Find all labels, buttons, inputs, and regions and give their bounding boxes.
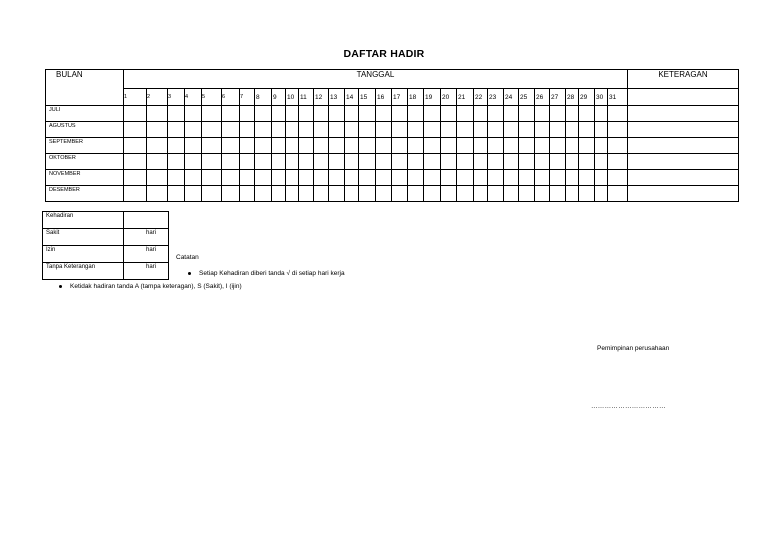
document-title: DAFTAR HADIR [343, 48, 425, 60]
attendance-cell [299, 138, 314, 154]
attendance-cell [566, 186, 579, 202]
attendance-cell [168, 138, 185, 154]
attendance-cell [329, 122, 345, 138]
attendance-cell [168, 186, 185, 202]
attendance-cell [566, 154, 579, 170]
day-number-cell: 9 [272, 89, 286, 106]
attendance-cell [168, 106, 185, 122]
attendance-header-row [46, 70, 739, 89]
attendance-cell [579, 154, 595, 170]
attendance-cell [222, 106, 240, 122]
attendance-cell [240, 154, 255, 170]
attendance-cell [550, 170, 566, 186]
attendance-cell [359, 154, 376, 170]
attendance-cell [408, 154, 424, 170]
attendance-cell [488, 154, 504, 170]
attendance-cell [457, 138, 474, 154]
attendance-cell [299, 122, 314, 138]
attendance-cell [286, 170, 299, 186]
attendance-cell [202, 154, 222, 170]
attendance-cell [185, 106, 202, 122]
attendance-cell [168, 122, 185, 138]
attendance-cell [376, 170, 392, 186]
attendance-cell [168, 170, 185, 186]
attendance-cell [124, 106, 147, 122]
day-number-cell: 16 [376, 89, 392, 106]
day-number-cell: 14 [345, 89, 359, 106]
attendance-cell [457, 186, 474, 202]
signature-label: Pemimpinan perusahaan [597, 345, 670, 352]
attendance-cell [566, 170, 579, 186]
month-row [46, 154, 739, 170]
attendance-cell [504, 106, 519, 122]
attendance-cell [147, 106, 168, 122]
attendance-cell [457, 122, 474, 138]
attendance-summary-table [42, 211, 169, 280]
attendance-cell [608, 186, 628, 202]
attendance-cell [608, 106, 628, 122]
attendance-cell [240, 170, 255, 186]
attendance-cell [504, 186, 519, 202]
attendance-cell [441, 186, 457, 202]
attendance-cell [359, 122, 376, 138]
day-number-cell: 15 [359, 89, 376, 106]
attendance-cell [504, 154, 519, 170]
day-number-cell: 4 [185, 89, 202, 106]
attendance-cell [608, 138, 628, 154]
attendance-cell [124, 170, 147, 186]
attendance-cell [441, 138, 457, 154]
attendance-cell [474, 154, 488, 170]
attendance-cell [329, 186, 345, 202]
attendance-cell [488, 186, 504, 202]
attendance-cell [272, 106, 286, 122]
summary-row [43, 246, 169, 263]
attendance-cell [408, 138, 424, 154]
attendance-cell [579, 122, 595, 138]
attendance-cell [345, 122, 359, 138]
attendance-cell [566, 138, 579, 154]
attendance-cell [272, 138, 286, 154]
attendance-cell [147, 154, 168, 170]
attendance-cell [608, 122, 628, 138]
day-number-cell: 1 [124, 89, 147, 106]
attendance-cell [457, 170, 474, 186]
month-label: AGUSTUS [46, 122, 124, 138]
attendance-cell [474, 186, 488, 202]
attendance-cell [566, 122, 579, 138]
day-number-row [46, 89, 739, 106]
header-keterangan: KETERAGAN [628, 70, 739, 89]
note-item [59, 283, 242, 290]
attendance-cell [519, 122, 535, 138]
attendance-cell [550, 106, 566, 122]
attendance-cell [519, 106, 535, 122]
attendance-cell [272, 122, 286, 138]
attendance-cell [488, 138, 504, 154]
day-number-cell: 10 [286, 89, 299, 106]
keterangan-sub-header [628, 89, 739, 106]
attendance-cell [222, 138, 240, 154]
attendance-cell [474, 138, 488, 154]
day-number-cell: 21 [457, 89, 474, 106]
day-number-cell: 3 [168, 89, 185, 106]
day-number-cell: 8 [255, 89, 272, 106]
signature-line: …………………………… [591, 403, 666, 410]
month-row [46, 170, 739, 186]
summary-label: Tanpa Keterangan [43, 263, 124, 280]
month-label: JULI [46, 106, 124, 122]
attendance-cell [579, 186, 595, 202]
keterangan-cell [628, 138, 739, 154]
attendance-cell [185, 154, 202, 170]
attendance-cell [314, 186, 329, 202]
attendance-cell [359, 186, 376, 202]
day-number-cell: 19 [424, 89, 441, 106]
notes-heading: Catatan [176, 254, 199, 261]
month-label: SEPTEMBER [46, 138, 124, 154]
attendance-cell [424, 138, 441, 154]
day-number-cell: 31 [608, 89, 628, 106]
attendance-cell [255, 138, 272, 154]
day-number-cell: 30 [595, 89, 608, 106]
attendance-cell [595, 170, 608, 186]
attendance-cell [408, 122, 424, 138]
attendance-cell [222, 122, 240, 138]
month-row [46, 122, 739, 138]
summary-unit: hari [124, 229, 169, 246]
attendance-cell [124, 138, 147, 154]
attendance-cell [608, 154, 628, 170]
attendance-cell [424, 106, 441, 122]
attendance-cell [185, 186, 202, 202]
attendance-cell [504, 170, 519, 186]
day-number-cell: 23 [488, 89, 504, 106]
attendance-cell [314, 138, 329, 154]
attendance-cell [408, 106, 424, 122]
day-number-cell: 27 [550, 89, 566, 106]
attendance-cell [222, 170, 240, 186]
attendance-cell [550, 154, 566, 170]
attendance-cell [314, 154, 329, 170]
keterangan-cell [628, 106, 739, 122]
attendance-cell [240, 122, 255, 138]
month-label: DESEMBER [46, 186, 124, 202]
month-row [46, 106, 739, 122]
summary-title-blank [124, 212, 169, 229]
day-number-cell: 29 [579, 89, 595, 106]
attendance-cell [272, 154, 286, 170]
attendance-cell [376, 106, 392, 122]
attendance-cell [240, 138, 255, 154]
attendance-cell [595, 138, 608, 154]
day-number-cell: 13 [329, 89, 345, 106]
day-number-cell: 11 [299, 89, 314, 106]
attendance-cell [202, 138, 222, 154]
attendance-cell [147, 186, 168, 202]
summary-unit: hari [124, 246, 169, 263]
month-label: OKTOBER [46, 154, 124, 170]
attendance-cell [519, 186, 535, 202]
attendance-cell [376, 154, 392, 170]
attendance-cell [124, 122, 147, 138]
attendance-cell [345, 106, 359, 122]
attendance-cell [124, 186, 147, 202]
summary-row [43, 229, 169, 246]
attendance-cell [579, 106, 595, 122]
attendance-cell [474, 122, 488, 138]
attendance-cell [345, 186, 359, 202]
attendance-cell [579, 138, 595, 154]
attendance-table [45, 69, 739, 202]
attendance-cell [299, 154, 314, 170]
month-row [46, 138, 739, 154]
attendance-cell [314, 170, 329, 186]
attendance-cell [286, 122, 299, 138]
attendance-cell [345, 170, 359, 186]
keterangan-cell [628, 154, 739, 170]
attendance-cell [441, 106, 457, 122]
attendance-cell [222, 154, 240, 170]
attendance-cell [488, 122, 504, 138]
attendance-cell [424, 170, 441, 186]
day-number-cell: 28 [566, 89, 579, 106]
attendance-cell [408, 186, 424, 202]
attendance-cell [286, 106, 299, 122]
attendance-cell [408, 170, 424, 186]
attendance-cell [504, 138, 519, 154]
attendance-cell [595, 122, 608, 138]
attendance-cell [299, 170, 314, 186]
attendance-cell [272, 186, 286, 202]
attendance-cell [608, 170, 628, 186]
summary-title: Kehadiran [43, 212, 124, 229]
day-number-cell: 12 [314, 89, 329, 106]
attendance-cell [535, 154, 550, 170]
attendance-cell [535, 122, 550, 138]
attendance-cell [519, 138, 535, 154]
month-row [46, 186, 739, 202]
attendance-cell [185, 122, 202, 138]
attendance-cell [392, 154, 408, 170]
attendance-cell [392, 138, 408, 154]
attendance-cell [240, 186, 255, 202]
summary-label: Sakit [43, 229, 124, 246]
attendance-cell [255, 154, 272, 170]
attendance-cell [535, 186, 550, 202]
day-number-cell: 22 [474, 89, 488, 106]
summary-unit: hari [124, 263, 169, 280]
attendance-cell [329, 170, 345, 186]
attendance-cell [299, 186, 314, 202]
attendance-cell [329, 138, 345, 154]
attendance-cell [255, 186, 272, 202]
keterangan-cell [628, 170, 739, 186]
attendance-cell [147, 122, 168, 138]
attendance-cell [168, 154, 185, 170]
attendance-cell [535, 138, 550, 154]
keterangan-cell [628, 122, 739, 138]
attendance-cell [222, 186, 240, 202]
attendance-cell [474, 106, 488, 122]
header-bulan: BULAN [46, 70, 124, 106]
attendance-cell [441, 154, 457, 170]
attendance-cell [535, 170, 550, 186]
bullet-icon [59, 285, 62, 288]
attendance-cell [595, 154, 608, 170]
summary-label: Izin [43, 246, 124, 263]
day-number-cell: 6 [222, 89, 240, 106]
attendance-cell [345, 154, 359, 170]
attendance-cell [474, 170, 488, 186]
attendance-cell [202, 106, 222, 122]
attendance-cell [272, 170, 286, 186]
attendance-cell [550, 138, 566, 154]
attendance-cell [202, 122, 222, 138]
attendance-cell [359, 170, 376, 186]
attendance-cell [519, 154, 535, 170]
attendance-cell [550, 122, 566, 138]
bullet-icon [188, 272, 191, 275]
attendance-cell [359, 138, 376, 154]
attendance-cell [595, 106, 608, 122]
attendance-cell [392, 122, 408, 138]
attendance-cell [424, 154, 441, 170]
header-tanggal: TANGGAL [124, 70, 628, 89]
attendance-cell [376, 122, 392, 138]
attendance-cell [441, 170, 457, 186]
attendance-cell [488, 170, 504, 186]
attendance-cell [595, 186, 608, 202]
attendance-cell [147, 170, 168, 186]
day-number-cell: 24 [504, 89, 519, 106]
attendance-cell [519, 170, 535, 186]
attendance-cell [579, 170, 595, 186]
attendance-cell [202, 186, 222, 202]
attendance-cell [286, 138, 299, 154]
attendance-cell [376, 186, 392, 202]
day-number-cell: 2 [147, 89, 168, 106]
attendance-cell [185, 138, 202, 154]
attendance-cell [535, 106, 550, 122]
attendance-cell [441, 122, 457, 138]
month-label: NOVEMBER [46, 170, 124, 186]
attendance-cell [185, 170, 202, 186]
attendance-cell [392, 186, 408, 202]
day-number-cell: 17 [392, 89, 408, 106]
day-number-cell: 18 [408, 89, 424, 106]
attendance-cell [202, 170, 222, 186]
attendance-cell [314, 106, 329, 122]
attendance-cell [566, 106, 579, 122]
attendance-cell [345, 138, 359, 154]
day-number-cell: 25 [519, 89, 535, 106]
note-text: Setiap Kehadiran diberi tanda √ di setiap hari kerja [199, 270, 345, 277]
attendance-cell [255, 122, 272, 138]
attendance-cell [488, 106, 504, 122]
note-text: Ketidak hadiran tanda A (tampa keteragan), S (Sakit), I (ijin) [70, 283, 242, 290]
day-number-cell: 5 [202, 89, 222, 106]
attendance-cell [124, 154, 147, 170]
attendance-cell [457, 106, 474, 122]
attendance-cell [504, 122, 519, 138]
attendance-cell [392, 106, 408, 122]
day-number-cell: 20 [441, 89, 457, 106]
attendance-cell [299, 106, 314, 122]
attendance-cell [329, 106, 345, 122]
attendance-cell [329, 154, 345, 170]
attendance-cell [457, 154, 474, 170]
attendance-cell [424, 122, 441, 138]
attendance-cell [147, 138, 168, 154]
keterangan-cell [628, 186, 739, 202]
attendance-cell [376, 138, 392, 154]
attendance-cell [240, 106, 255, 122]
attendance-cell [392, 170, 408, 186]
attendance-cell [359, 106, 376, 122]
attendance-cell [286, 186, 299, 202]
day-number-cell: 7 [240, 89, 255, 106]
attendance-cell [550, 186, 566, 202]
attendance-cell [255, 106, 272, 122]
attendance-cell [314, 122, 329, 138]
day-number-cell: 26 [535, 89, 550, 106]
attendance-cell [286, 154, 299, 170]
attendance-cell [424, 186, 441, 202]
attendance-cell [255, 170, 272, 186]
summary-row [43, 263, 169, 280]
note-item [188, 270, 345, 277]
